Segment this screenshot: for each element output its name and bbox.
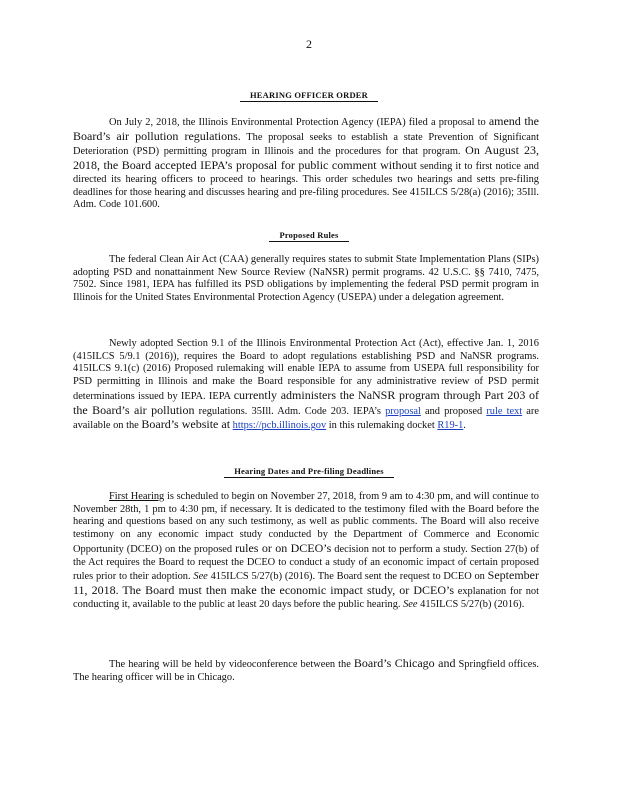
paragraph-section-9-1: Newly adopted Section 9.1 of the Illinois Environmental Protection Act (Act), effective Jan. 1, 2016 (415ILCS 5/9.1 (2016)), requires the Board to adopt regulations establishing PSD and NaNSR programs. 415ILCS 9.1(c) (2016) Proposed rulemaking will enable IEPA to assume from USEPA full responsibility for PSD permitting in Illinois and make the Board responsible for any administrative review of PSD permit determinations issued by IEPA. IEPA currently administers the NaNSR program through Part 203 of the Board’s air pollution regulations. 35Ill. Adm. Code 203. IEPA’s proposal and proposed rule text are available on the Board’s website at https://pcb.illinois.gov in this rulemaking docket R19-1. bbox=[73, 338, 539, 432]
paragraph-videoconference: The hearing will be held by videoconference between the Board’s Chicago and Springfield offices. The hearing officer will be in Chicago. bbox=[73, 656, 539, 683]
heading-text: Hearing Dates and Pre-filing Deadlines bbox=[224, 466, 394, 478]
heading-hearing-dates bbox=[0, 466, 618, 476]
docket-link[interactable]: R19-1 bbox=[437, 420, 464, 432]
page-number: 2 bbox=[306, 37, 312, 51]
heading-text: Proposed Rules bbox=[269, 230, 348, 242]
rule-text-link[interactable]: rule text bbox=[486, 405, 523, 417]
proposal-link[interactable]: proposal bbox=[385, 405, 421, 417]
board-website-link[interactable]: https://pcb.illinois.gov bbox=[232, 420, 327, 432]
paragraph-intro: On July 2, 2018, the Illinois Environmental Protection Agency (IEPA) filed a proposal to amend the Board’s air pollution regulations. The proposal seeks to establish a state Prevention of Significant Deterioration (PSD) permitting program in Illinois and the procedures for that program. On August 23, 2018, the Board accepted IEPA’s proposal for public comment without sending it to first notice and directed its hearing officers to proceed to hearings. This order schedules two hearings and setts pre-filing deadlines for those hearing and discusses hearing and pre-filing procedures. See 415ILCS 5/28(a) (2016); 35Ill. Adm. Code 101.600. bbox=[73, 114, 540, 211]
paragraph-first-hearing: First Hearing is scheduled to begin on November 27, 2018, from 9 am to 4:30 pm, and will continue to November 28th, 1 pm to 4:30 pm, if necessary. It is dedicated to the testimony filed with the Board before the hearing and questions based on any such testimony, as well as public comments. The Board will also receive testimony on any economic impact study conducted by the Department of Commerce and Economic Opportunity (DCEO) on the proposed rules or on DCEO’s decision not to perform a study. Section 27(b) of the Act requires the Board to request the DCEO to conduct a study of an economic impact of certain proposed rules prior to their adoption. See 415ILCS 5/27(b) (2016). The Board sent the request to DCEO on September 11, 2018. The Board must then make the economic impact study, or DCEO’s explanation for not conducting it, available to the public at least 20 days before the public hearing. See 415ILCS 5/27(b) (2016). bbox=[73, 491, 539, 610]
heading-proposed-rules bbox=[0, 230, 618, 240]
heading-hearing-officer-order bbox=[0, 90, 618, 100]
heading-text: HEARING OFFICER ORDER bbox=[240, 90, 378, 102]
paragraph-caa: The federal Clean Air Act (CAA) generally requires states to submit State Implementation Plans (SIPs) adopting PSD and nonattainment New Source Review (NaNSR) permit programs. 42 U.S.C. §§ 7410, 7475, 7502. Since 1981, IEPA has fulfilled its PSD obligations by implementing the federal PSD permit program in Illinois for the United States Environmental Protection Agency (USEPA) under a delegation agreement. bbox=[73, 254, 539, 304]
first-hearing-label: First Hearing bbox=[109, 491, 165, 502]
